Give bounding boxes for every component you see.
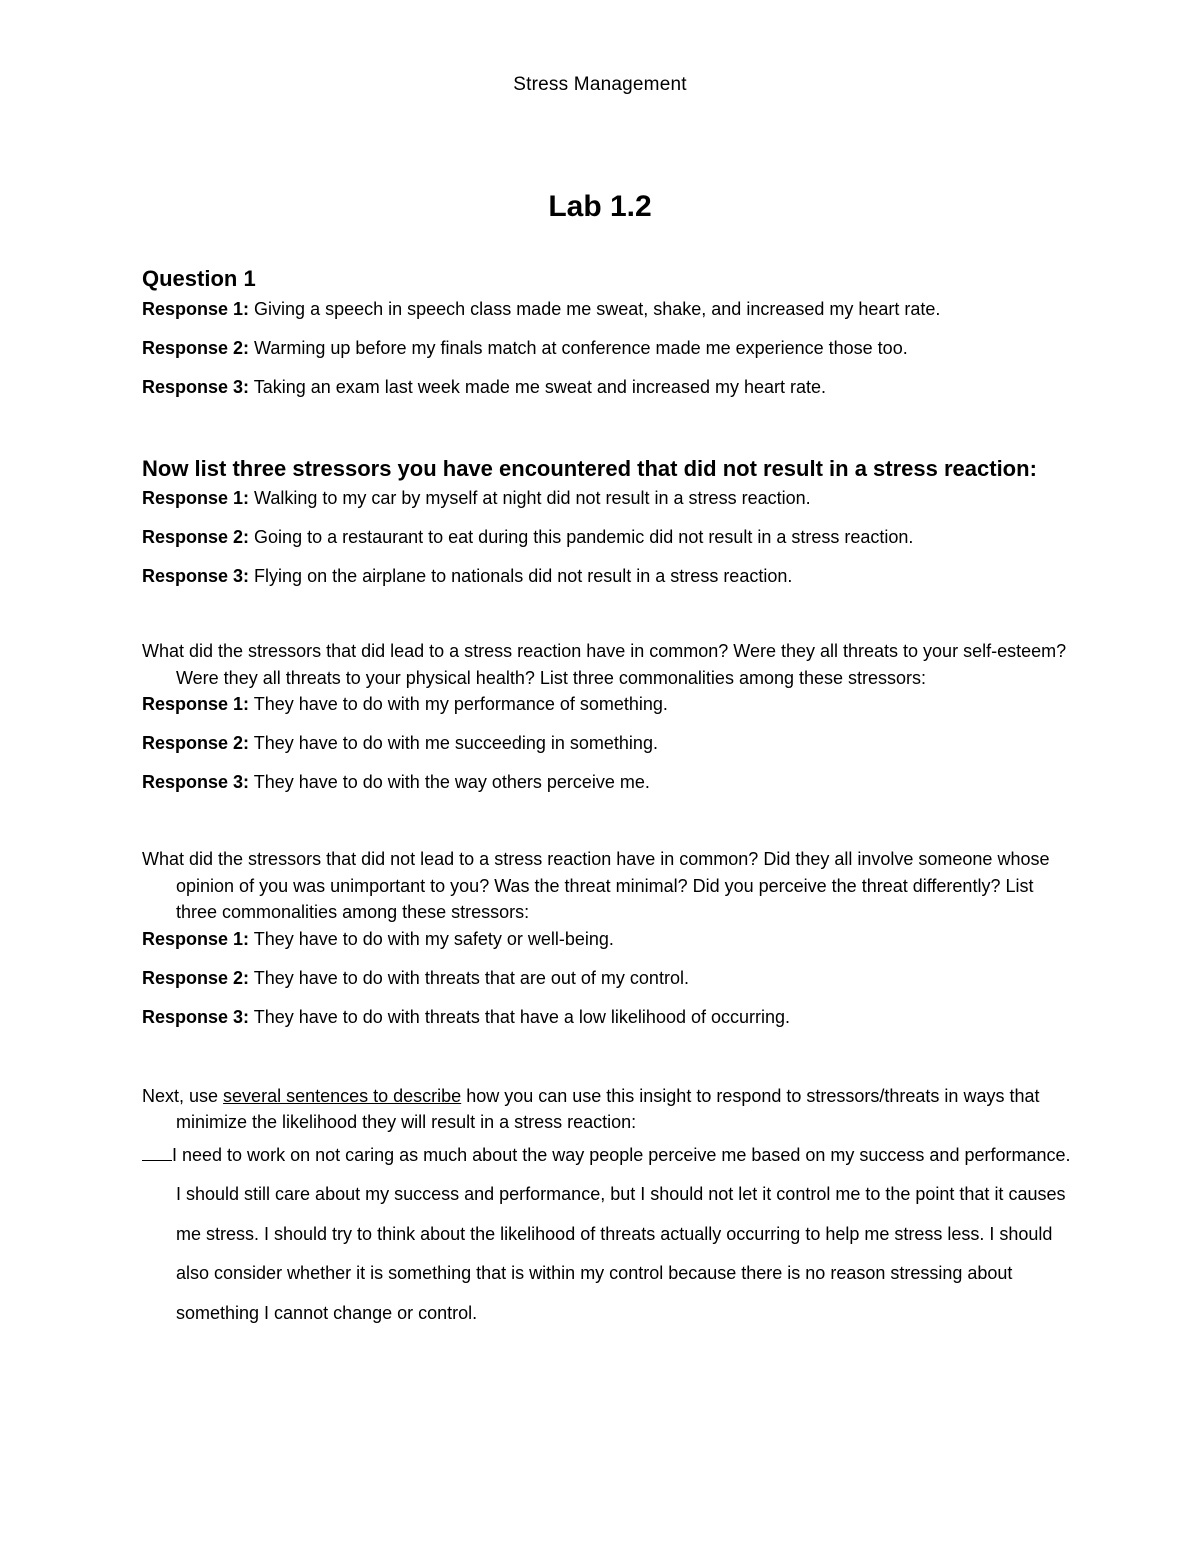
prompt-end: how you can use this insight to respond to stressors/threats in ways that minimize the likelihood they will result in a stress reaction: [176,1085,1040,1132]
page-title: Lab 1.2 [548,190,652,223]
response-text: They have to do with me succeeding in something. [249,733,658,753]
response-text: Warming up before my finals match at conference made me experience those too. [249,338,908,358]
response-label: Response 1: [142,694,250,714]
response-label: Response 1: [142,299,250,319]
response-text: They have to do with threats that have a low likelihood of occurring. [249,1006,791,1027]
section-4-response-1 [142,926,1072,952]
response-label: Response 1: [142,928,250,949]
section-5-prompt [142,1083,1072,1136]
response-label: Response 3: [142,377,250,397]
section-2-response-2 [142,524,1072,550]
response-label: Response 3: [142,772,250,792]
response-label: Response 2: [142,338,250,358]
prompt-underlined: several sentences to describe [223,1085,462,1106]
response-label: Response 3: [142,1006,250,1027]
section-5-answer [142,1136,1072,1334]
response-label: Response 3: [142,566,250,586]
answer-text: I need to work on not caring as much about the way people perceive me based on my success and performance. I should still care about my success and performance, but I should not let it control me to the point that it causes me stress. I should try to think about the likelihood of threats actually occurring to help me stress less. I should also consider whether it is something that is within my control because there is no reason stressing about something I cannot change or control. [172,1144,1071,1323]
question-1-response-3 [142,374,1072,400]
response-text: They have to do with threats that are out of my control. [249,967,689,988]
prompt-start: Next, use [142,1085,224,1106]
response-text: Going to a restaurant to eat during this pandemic did not result in a stress reaction. [249,527,914,547]
section-3-response-3 [142,769,1072,795]
response-text: They have to do with my performance of something. [249,694,668,714]
section-2-response-3 [142,563,1072,589]
response-label: Response 2: [142,527,250,547]
section-4-response-3 [142,1004,1072,1030]
response-text: Giving a speech in speech class made me sweat, shake, and increased my heart rate. [249,299,941,319]
response-label: Response 2: [142,967,250,988]
response-label: Response 1: [142,488,250,508]
section-4-prompt: What did the stressors that did not lead to a stress reaction have in common? Did they all involve someone whose opinion of you was unimportant to you? Was the threat minimal? Did you perceive the threat differently? List three commonalities among these stressors: [142,849,1050,922]
section-4-response-2 [142,965,1072,991]
question-1-response-2 [142,335,1072,361]
response-text: They have to do with my safety or well-being. [249,928,614,949]
response-text: Flying on the airplane to nationals did not result in a stress reaction. [249,566,793,586]
response-text: Taking an exam last week made me sweat and increased my heart rate. [249,377,827,397]
section-2-response-1 [142,485,1072,511]
section-3-response-1 [142,691,1072,717]
section-3-prompt: What did the stressors that did lead to a stress reaction have in common? Were they all threats to your self-esteem? Were they all threats to your physical health? List three commonalities among these stressors: [142,641,1067,688]
page-header: Stress Management [513,74,687,95]
section-3-response-2 [142,730,1072,756]
answer-blank-line [142,1142,172,1161]
response-text: Walking to my car by myself at night did not result in a stress reaction. [249,488,811,508]
question-1-heading: Question 1 [142,266,256,291]
response-label: Response 2: [142,733,250,753]
response-text: They have to do with the way others perceive me. [249,772,650,792]
question-1-response-1 [142,296,1072,322]
section-2-heading: Now list three stressors you have encountered that did not result in a stress reaction: [142,456,1037,481]
document-body [142,264,1072,1333]
